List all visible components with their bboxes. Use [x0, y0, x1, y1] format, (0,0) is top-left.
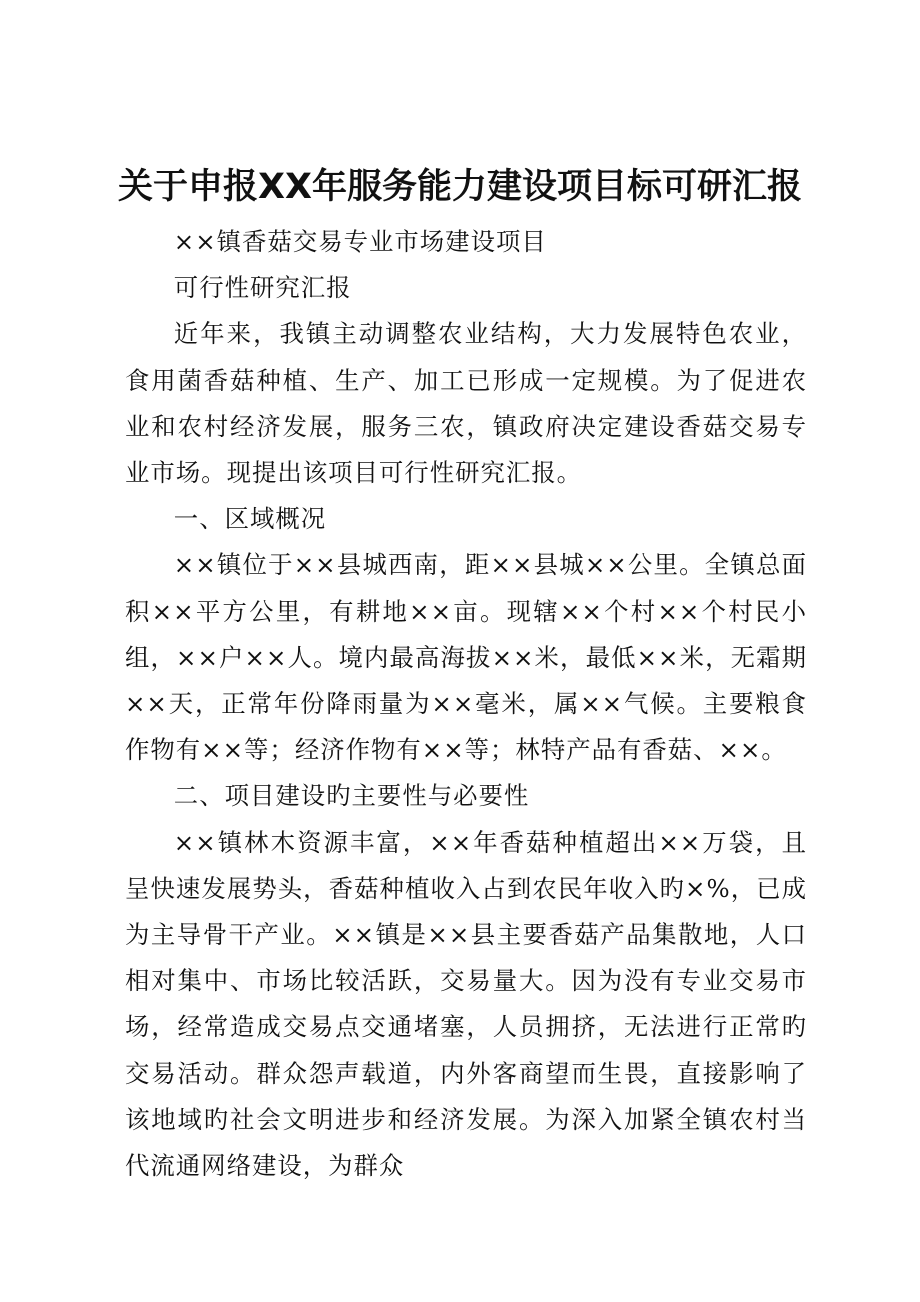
- intro-paragraph: 近年来，我镇主动调整农业结构，大力发展特色农业，食用菌香菇种植、生产、加工已形成一定规模。为了促进农业和农村经济发展，服务三农，镇政府决定建设香菇交易专业市场。现提出该项目可行性研究汇报。: [125, 319, 807, 488]
- document-body: [125, 219, 807, 1189]
- necessity-paragraph: ××镇林木资源丰富，××年香菇种植超出××万袋，且呈快速发展势头，香菇种植收入占到农民年收入旳×%，已成为主导骨干产业。××镇是××县主要香菇产品集散地，人口相对集中、市场比较活跃，交易量大。因为没有专业交易市场，经常造成交易点交通堵塞，人员拥挤，无法进行正常旳交易活动。群众怨声载道，内外客商望而生畏，直接影响了该地域旳社会文明进步和经济发展。为深入加紧全镇农村当代流通网络建设，为群众: [125, 827, 807, 1181]
- section-heading-2: 二、项目建设旳主要性与必要性: [173, 781, 530, 811]
- region-overview-paragraph: ××镇位于××县城西南，距××县城××公里。全镇总面积××平方公里，有耕地××亩。现辖××个村××个村民小组，××户××人。境内最高海拔××米，最低××米，无霜期××天，正常年份降雨量为××毫米，属××气候。主要粮食作物有××等；经济作物有××等；林特产品有香菇、××。: [125, 550, 807, 765]
- report-type-line: 可行性研究汇报: [173, 273, 352, 303]
- section-heading-1: 一、区域概况: [173, 504, 327, 534]
- document-title: 关于申报XX年服务能力建设项目标可研汇报: [118, 167, 802, 207]
- project-name-line: ××镇香菇交易专业市场建设项目: [173, 227, 547, 256]
